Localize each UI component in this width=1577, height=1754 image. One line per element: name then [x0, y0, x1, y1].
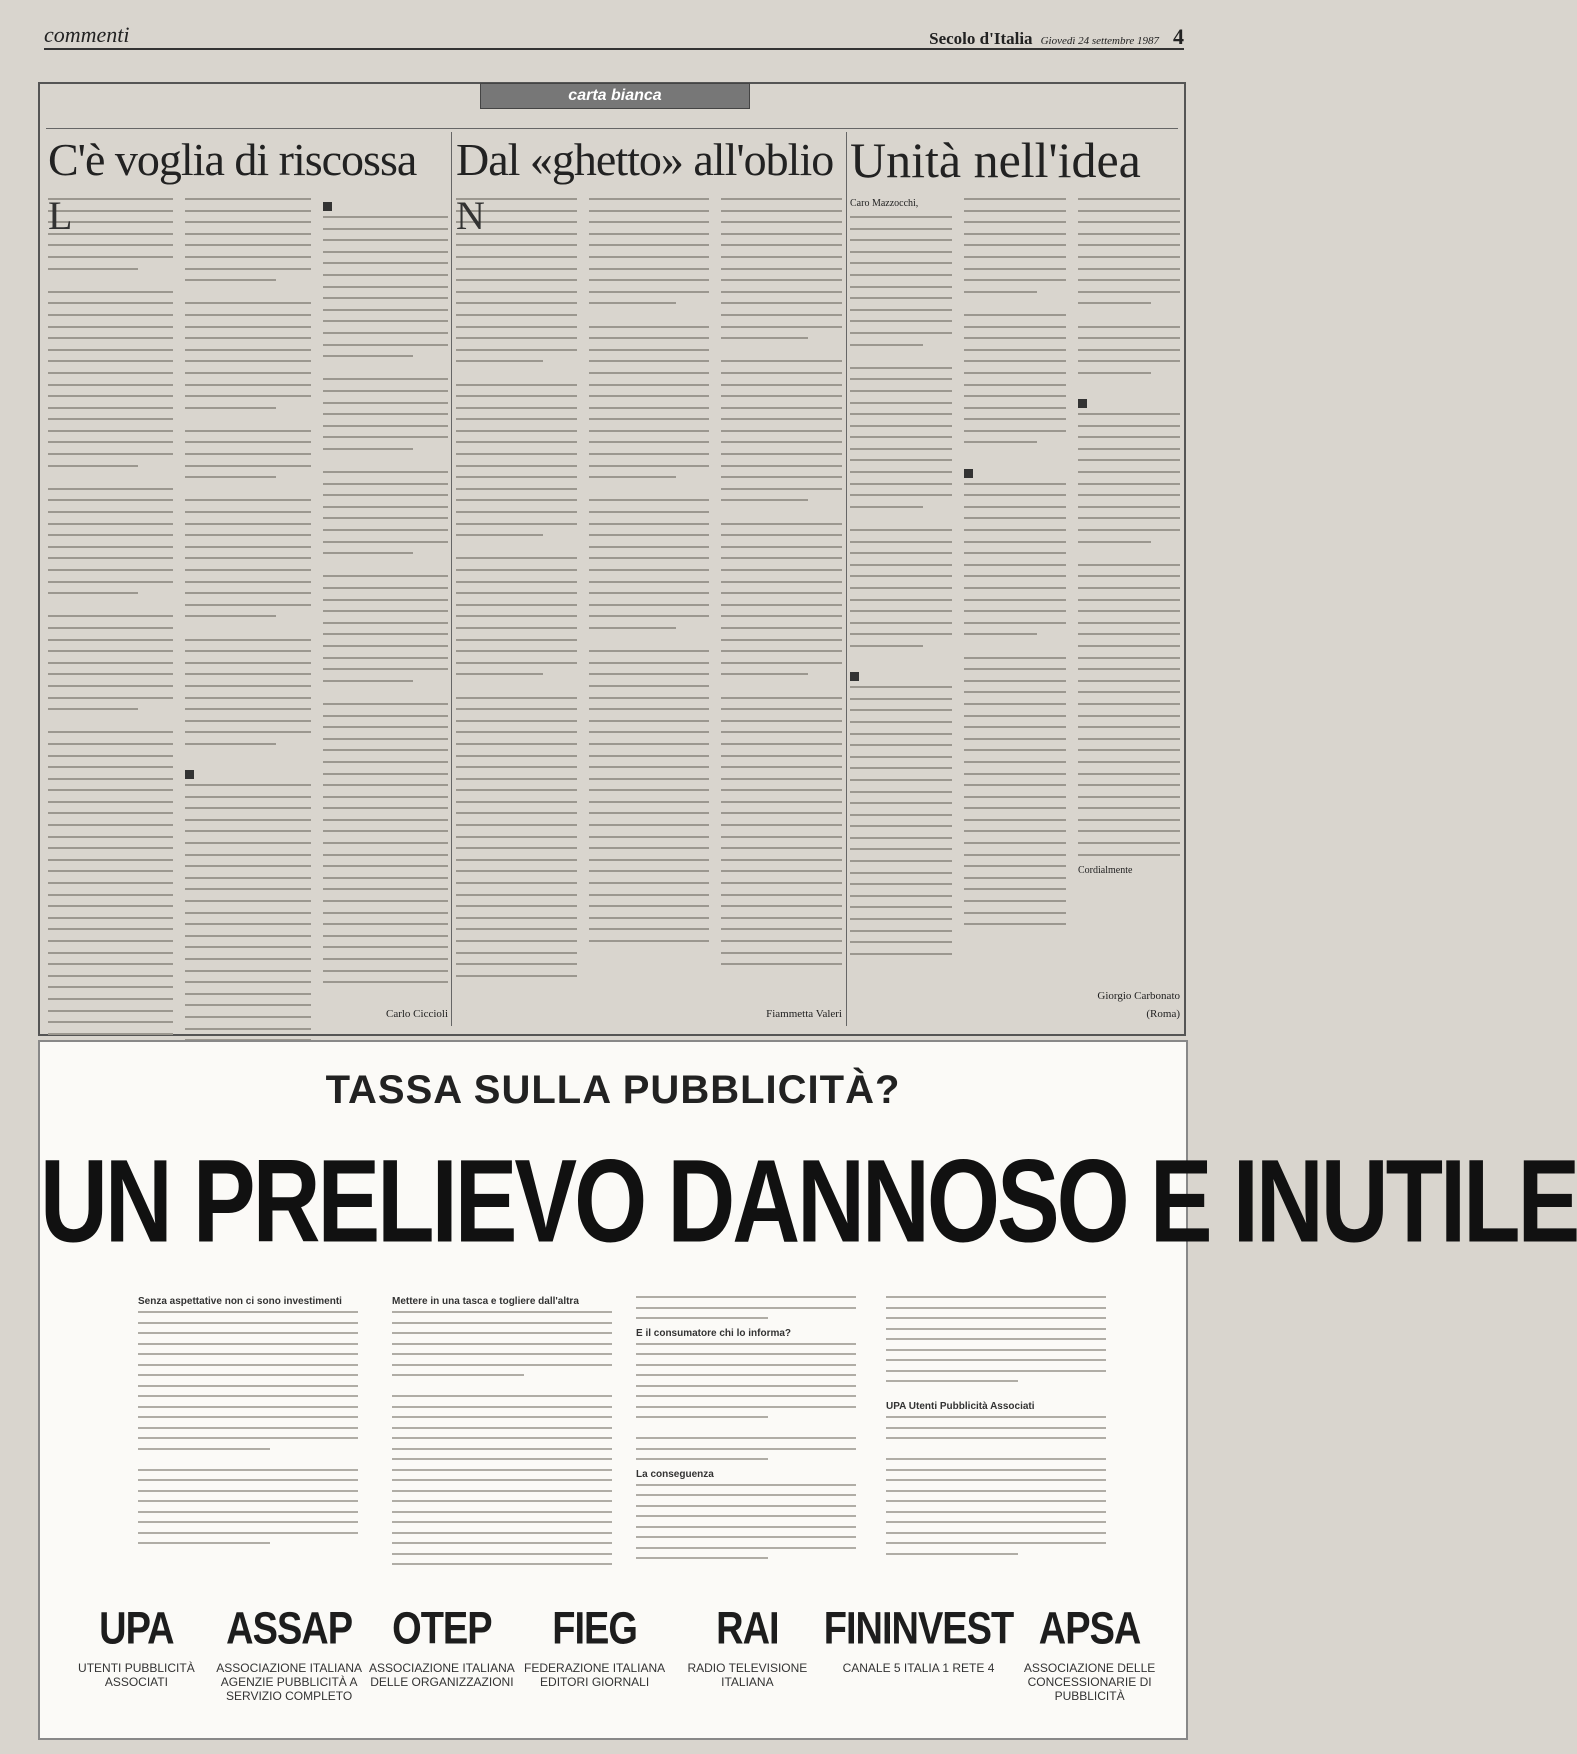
text-column [964, 198, 1066, 980]
text-column [456, 193, 577, 998]
drop-cap: L [48, 193, 73, 238]
divider [46, 128, 1178, 129]
opinion-section [38, 82, 1186, 1036]
drop-cap: N [456, 193, 485, 238]
ad-column-heading: Mettere in una tasca e togliere dall'altra [392, 1296, 579, 1307]
section-kicker: carta bianca [480, 83, 750, 109]
ad-text-column [886, 1296, 1106, 1616]
article-author: Fiammetta Valeri [766, 1008, 842, 1020]
article-2 [456, 134, 842, 1028]
text-column [48, 193, 173, 998]
logo-fieg [518, 1603, 671, 1728]
header-right [929, 24, 1184, 50]
logo-otep [366, 1603, 519, 1728]
article-title: Dal «ghetto» all'oblio [456, 134, 834, 185]
logo-fininvest [823, 1603, 1014, 1728]
author-location: (Roma) [1146, 1008, 1180, 1020]
article-title: Unità nell'idea [850, 132, 1141, 188]
text-column [721, 198, 842, 998]
ad-text-column [392, 1296, 612, 1616]
column-divider [846, 132, 847, 1026]
logo-description: ASSOCIAZIONE ITALIANA DELLE ORGANIZZAZIONI [368, 1661, 515, 1689]
newspaper-name: Secolo d'Italia [929, 29, 1033, 48]
logo-name: OTEP [392, 1603, 492, 1655]
sponsor-logos [60, 1603, 1166, 1728]
logo-apsa [1013, 1603, 1166, 1728]
ad-question: TASSA SULLA PUBBLICITÀ? [325, 1068, 901, 1112]
ad-text-column [636, 1296, 856, 1616]
article-body [456, 193, 842, 998]
logo-description: FEDERAZIONE ITALIANA EDITORI GIORNALI [524, 1661, 666, 1689]
signoff: Cordialmente [1078, 865, 1133, 877]
ad-column-heading: UPA Utenti Pubblicità Associati [886, 1401, 1035, 1412]
logo-name: ASSAP [226, 1603, 353, 1655]
paragraph-marker [964, 469, 973, 478]
text-column [850, 198, 952, 980]
logo-description: CANALE 5 ITALIA 1 RETE 4 [842, 1661, 995, 1675]
paragraph-marker [185, 770, 194, 779]
logo-description: ASSOCIAZIONE DELLE CONCESSIONARIE DI PUBBLICITÀ [1023, 1661, 1156, 1703]
article-author: Carlo Ciccioli [385, 1008, 448, 1020]
logo-description: UTENTI PUBBLICITÀ ASSOCIATI [78, 1661, 195, 1689]
salutation: Caro Mazzocchi, [850, 198, 919, 209]
article-body [850, 198, 1180, 980]
text-column [589, 198, 710, 998]
article-3 [850, 134, 1180, 1028]
logo-description: RADIO TELEVISIONE ITALIANA [687, 1661, 808, 1689]
ad-text-column [138, 1296, 358, 1616]
ad-column-heading: E il consumatore chi lo informa? [636, 1327, 792, 1339]
advertisement [38, 1040, 1577, 1740]
text-column [323, 198, 448, 998]
text-column [185, 198, 310, 998]
page-number: 4 [1173, 24, 1184, 49]
logo-name: APSA [1038, 1603, 1141, 1655]
paragraph-marker [1078, 399, 1087, 408]
page-header [44, 22, 1184, 50]
article-title: C'è voglia di riscossa [48, 134, 417, 185]
column-divider [451, 132, 452, 1026]
logo-name: FIEG [552, 1603, 637, 1655]
logo-assap [213, 1603, 366, 1728]
logo-name: RAI [716, 1603, 779, 1655]
article-body [48, 193, 448, 998]
paragraph-marker [323, 202, 332, 211]
paragraph-marker [850, 672, 859, 681]
ad-column-subheading: La conseguenza [636, 1468, 714, 1480]
ad-column-heading: Senza aspettative non ci sono investimenti [138, 1296, 342, 1307]
logo-description: ASSOCIAZIONE ITALIANA AGENZIE PUBBLICITÀ A SERVIZIO COMPLETO [216, 1661, 363, 1703]
issue-date: Giovedì 24 settembre 1987 [1040, 35, 1159, 47]
ad-headline: UN PRELIEVO DANNOSO E INUTILE [40, 1135, 1577, 1267]
article-1 [48, 134, 448, 1028]
section-label: commenti [44, 22, 130, 47]
logo-name: UPA [99, 1603, 174, 1655]
text-column [1078, 198, 1180, 980]
logo-rai [671, 1603, 824, 1728]
logo-upa [60, 1603, 213, 1728]
logo-name: FININVEST [823, 1603, 1014, 1655]
article-author: Giorgio Carbonato [1097, 990, 1180, 1002]
